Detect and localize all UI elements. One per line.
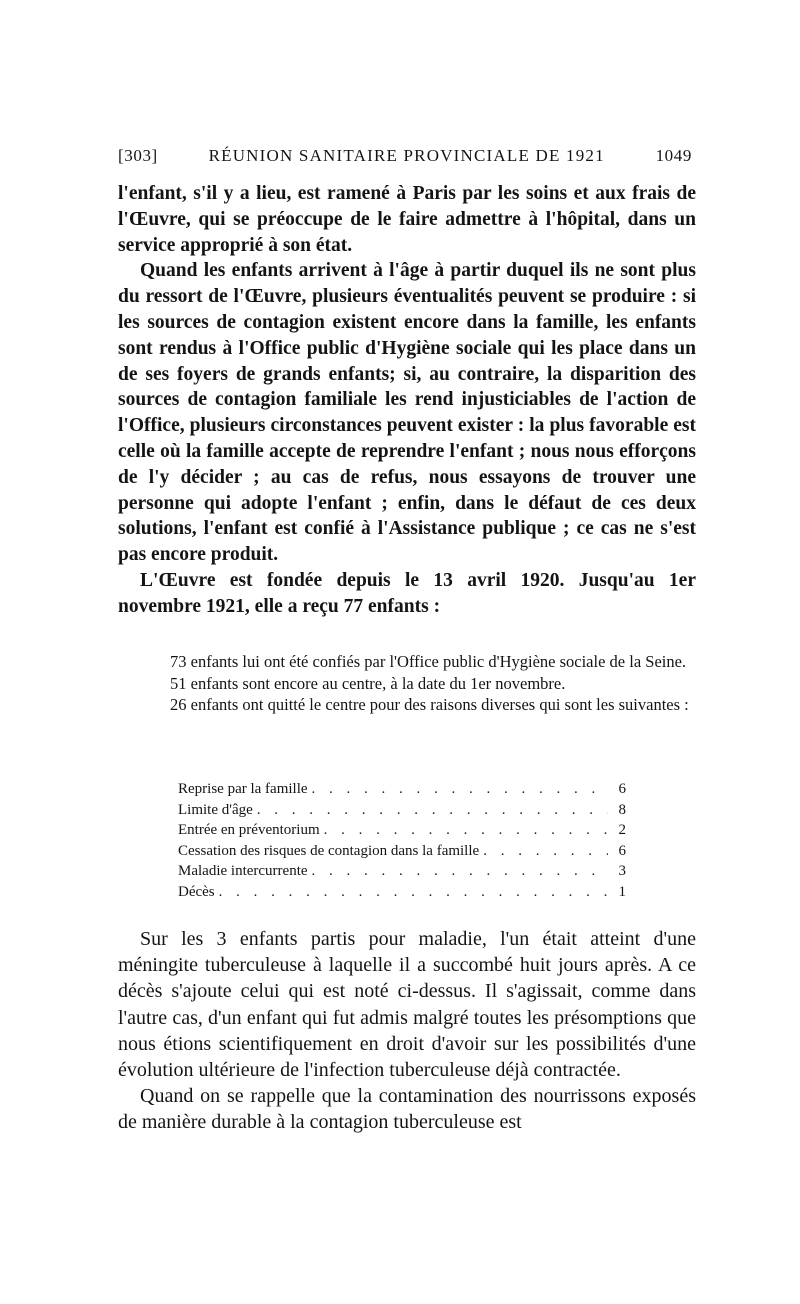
row-value: 3 bbox=[618, 863, 626, 879]
row-label: Entrée en préventorium bbox=[178, 822, 320, 838]
list-item: 26 enfants ont quitté le centre pour des raisons diverses qui sont les suivantes : bbox=[170, 695, 689, 715]
dot-leader bbox=[219, 882, 608, 903]
table-row bbox=[178, 861, 626, 882]
table-row bbox=[178, 779, 626, 800]
dot-leader bbox=[324, 820, 608, 841]
dot-leader bbox=[312, 861, 608, 882]
row-label: Maladie intercurrente bbox=[178, 863, 308, 879]
reasons-table bbox=[178, 779, 626, 902]
table-row bbox=[178, 800, 626, 821]
table-row bbox=[178, 841, 626, 862]
running-header bbox=[118, 146, 692, 166]
row-label: Cessation des risques de contagion dans la famille bbox=[178, 842, 480, 859]
table-row bbox=[178, 820, 626, 841]
table-row bbox=[178, 882, 626, 903]
row-label: Reprise par la famille bbox=[178, 781, 308, 797]
row-value: 1 bbox=[618, 883, 626, 900]
dot-leader bbox=[483, 841, 608, 862]
paragraph: Quand les enfants arrivent à l'âge à partir duquel ils ne sont plus du ressort de l'Œuvre, plusieurs éventualités peuvent se produire : si les sources de contagion existent encore dans la famille, les enfants sont rendus à l'Office public d'Hygiène sociale qui les place dans un de ses foyers de grands enfants; si, au contraire, la disparition des sources de contagion familiale les rend injusticiables de l'action de l'Office, plusieurs circonstances peuvent exister : la plus favorable est celle où la famille accepte de reprendre l'enfant ; nous nous efforçons de l'y décider ; au cas de refus, nous essayons de trouver une personne qui adopte l'enfant ; enfin, dans le défaut de ces deux solutions, l'enfant est confié à l'Assistance publique ; ce cas ne s'est pas encore produit. bbox=[118, 260, 696, 566]
list-item: 73 enfants lui ont été confiés par l'Office public d'Hygiène sociale de la Seine. bbox=[170, 652, 687, 671]
dot-leader bbox=[257, 800, 608, 821]
paragraph: L'Œuvre est fondée depuis le 13 avril 1920. Jusqu'au 1er novembre 1921, elle a reçu 77 enfants : bbox=[118, 569, 696, 617]
row-label: Décès bbox=[178, 883, 215, 900]
paragraph: l'enfant, s'il y a lieu, est ramené à Paris par les soins et aux frais de l'Œuvre, qui se préoccupe de le faire admettre à l'hôpital, dans un service approprié à son état. bbox=[118, 183, 696, 256]
dot-leader bbox=[312, 779, 608, 800]
row-label: Limite d'âge bbox=[178, 801, 253, 818]
page-number: 1049 bbox=[655, 146, 692, 165]
header-title: RÉUNION SANITAIRE PROVINCIALE DE 1921 bbox=[208, 146, 605, 165]
row-value: 8 bbox=[618, 801, 626, 818]
row-value: 6 bbox=[618, 781, 626, 797]
list-item: 51 enfants sont encore au centre, à la date du 1er novembre. bbox=[170, 673, 566, 693]
enfants-list bbox=[170, 651, 702, 716]
header-bracket-number: [303] bbox=[118, 146, 158, 165]
paragraph: Sur les 3 enfants partis pour maladie, l'un était atteint d'une méningite tuberculeuse à laquelle il a succombé huit jours après. A ce décès s'ajoute celui qui est noté ci-dessus. Il s'agissait, comme dans l'autre cas, d'un enfant qui fut admis malgré toutes les présomptions que nous étions scientifiquement en droit d'avoir sur les possibilités d'une évolution ultérieure de l'infection tuberculeuse déjà contractée. bbox=[118, 928, 696, 1082]
body-text-bottom bbox=[118, 926, 696, 1136]
paragraph: Quand on se rappelle que la contamination des nourrissons exposés de manière durable à la contagion tuberculeuse est bbox=[118, 1085, 696, 1134]
row-value: 6 bbox=[618, 842, 626, 859]
body-text-top bbox=[118, 181, 696, 620]
row-value: 2 bbox=[618, 822, 626, 838]
